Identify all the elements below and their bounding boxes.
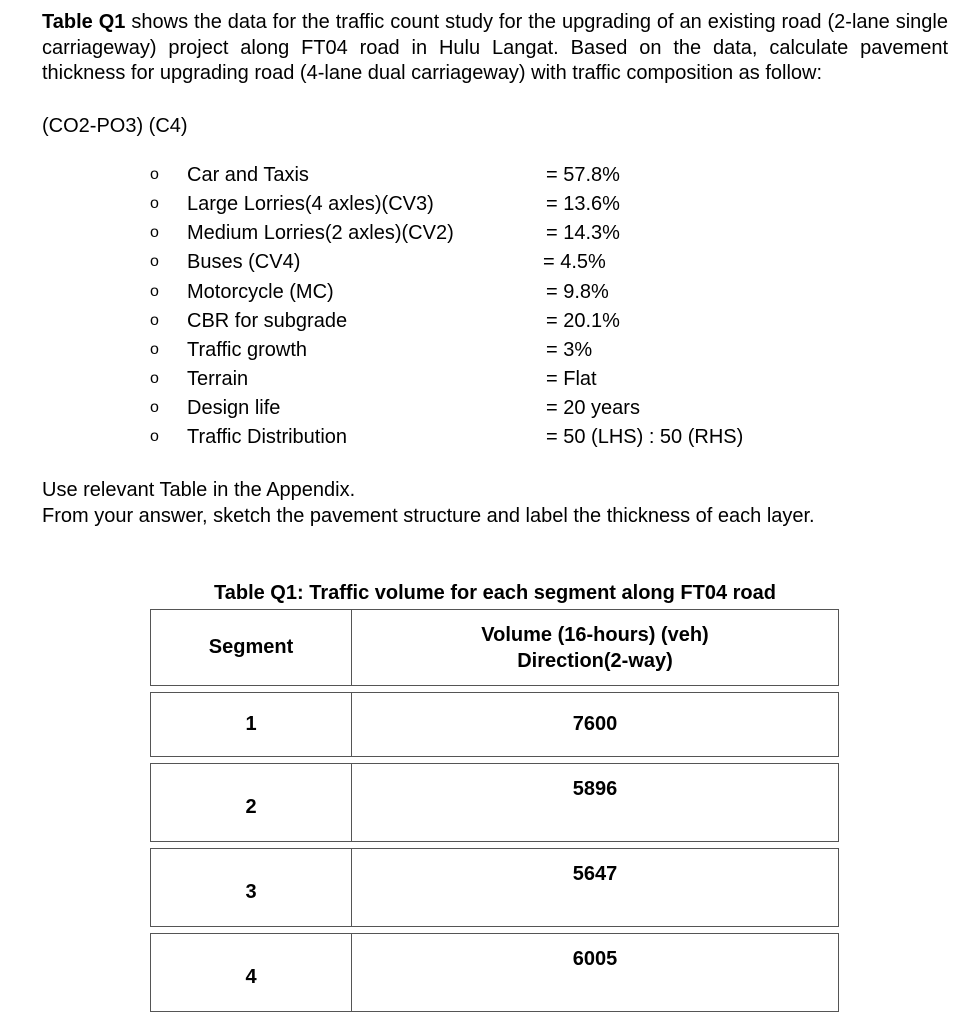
volume-cell: 6005 <box>352 934 839 1012</box>
instructions <box>42 478 815 529</box>
volume-cell: 5647 <box>352 849 839 927</box>
table-row <box>151 693 839 757</box>
course-outcomes: (CO2-PO3) (C4) <box>42 115 188 137</box>
parameter-label: Buses (CV4) <box>187 251 301 273</box>
parameter-label: Large Lorries(4 axles)(CV3) <box>187 193 434 215</box>
bullet-icon: o <box>150 341 159 358</box>
bullet-icon: o <box>150 283 159 300</box>
row-separator <box>151 927 839 934</box>
bullet-icon: o <box>150 224 159 241</box>
row-separator <box>151 757 839 764</box>
table-caption: Table Q1: Traffic volume for each segment along FT04 road <box>214 582 776 604</box>
header-volume-line2: Direction(2-way) <box>517 649 673 672</box>
bullet-icon: o <box>150 399 159 416</box>
question-text <box>42 10 948 87</box>
segment-cell: 4 <box>151 934 352 1012</box>
table-reference: Table Q1 <box>42 11 126 33</box>
parameter-value: = 57.8% <box>546 164 620 186</box>
bullet-icon: o <box>150 253 159 270</box>
bullet-icon: o <box>150 312 159 329</box>
table-row <box>151 764 839 842</box>
volume-cell: 7600 <box>352 693 839 757</box>
parameter-value: = 20 years <box>546 397 640 419</box>
parameter-value: = 9.8% <box>546 281 609 303</box>
bullet-icon: o <box>150 370 159 387</box>
bullet-icon: o <box>150 195 159 212</box>
parameter-value: = 14.3% <box>546 222 620 244</box>
segment-cell: 1 <box>151 693 352 757</box>
parameter-value: = 13.6% <box>546 193 620 215</box>
parameter-label: Motorcycle (MC) <box>187 281 334 303</box>
header-segment: Segment <box>151 610 352 686</box>
volume-cell: 5896 <box>352 764 839 842</box>
table-header-row <box>151 610 839 686</box>
parameter-label: Car and Taxis <box>187 164 309 186</box>
parameter-label: Traffic growth <box>187 339 308 361</box>
row-separator <box>151 686 839 693</box>
bullet-icon: o <box>150 428 159 445</box>
row-separator <box>151 842 839 849</box>
parameter-value: = 4.5% <box>543 251 606 273</box>
question-body: shows the data for the traffic count study for the upgrading of an existing road (2-lane single carriageway) project along FT04 road in Hulu Langat. Based on the data, calculate pavement thickness for upgrading road (4-lane dual carriageway) with traffic composition as follow: <box>42 11 948 84</box>
segment-cell: 2 <box>151 764 352 842</box>
parameter-value: = Flat <box>546 368 597 390</box>
parameter-label: Terrain <box>187 368 249 390</box>
bullet-icon: o <box>150 166 159 183</box>
parameter-value: = 3% <box>546 339 593 361</box>
parameter-value: = 20.1% <box>546 310 620 332</box>
instruction-line: From your answer, sketch the pavement structure and label the thickness of each layer. <box>42 504 815 527</box>
parameter-value: = 50 (LHS) : 50 (RHS) <box>546 426 744 448</box>
parameter-label: Design life <box>187 397 281 419</box>
parameter-label: CBR for subgrade <box>187 310 348 332</box>
header-volume-line1: Volume (16-hours) (veh) <box>481 623 709 646</box>
parameter-label: Medium Lorries(2 axles)(CV2) <box>187 222 454 244</box>
segment-cell: 3 <box>151 849 352 927</box>
table-row <box>151 849 839 927</box>
header-volume <box>352 610 839 686</box>
traffic-volume-table <box>150 609 839 1012</box>
table-row <box>151 934 839 1012</box>
parameter-label: Traffic Distribution <box>187 426 348 448</box>
instruction-line: Use relevant Table in the Appendix. <box>42 479 356 501</box>
